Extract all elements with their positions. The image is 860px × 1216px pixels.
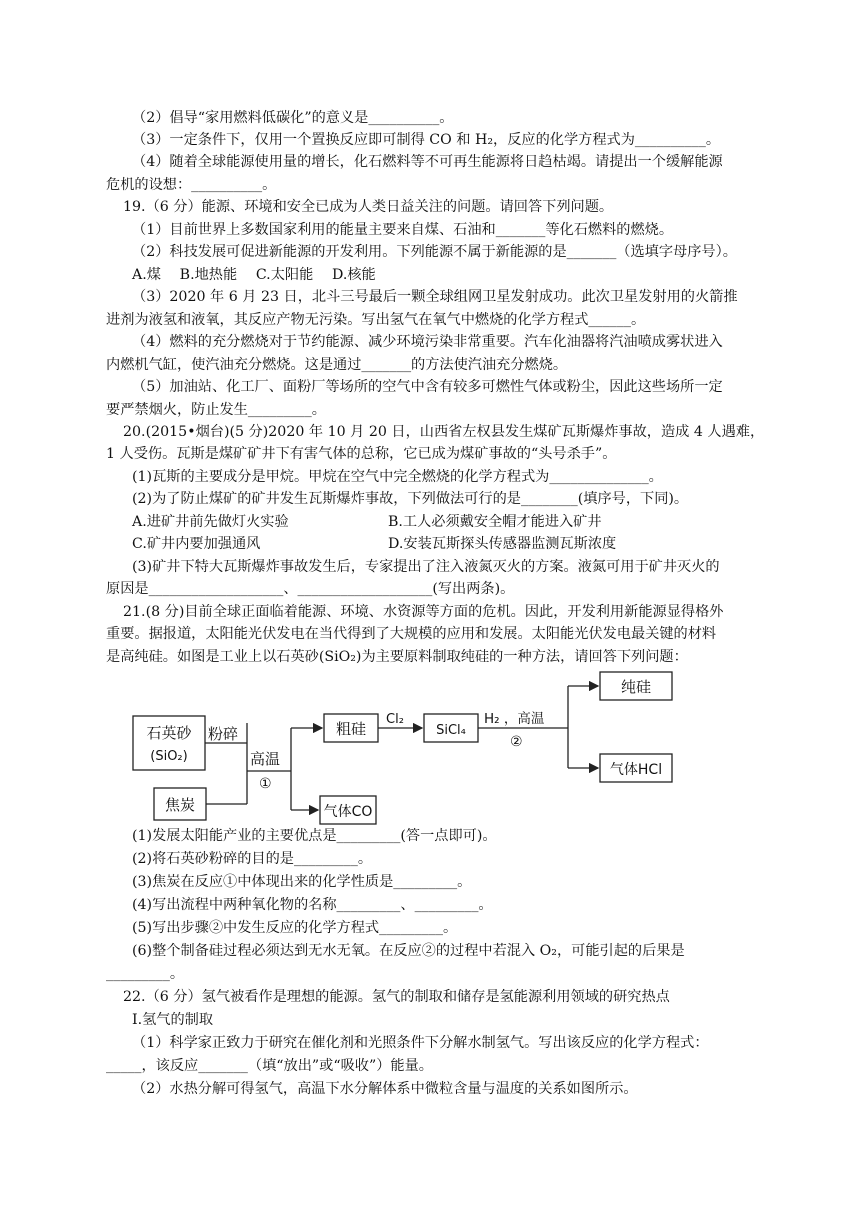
q19-part5-cont: 要严禁烟火，防止发生_________。	[106, 402, 326, 418]
q20-part1: (1)瓦斯的主要成分是甲烷。甲烷在空气中完全燃烧的化学方程式为______________。	[132, 469, 663, 485]
q18-part4: （4）随着全球能源使用量的增长，化石燃料等不可再生能源将日趋枯竭。请提出一个缓解能源	[132, 154, 723, 170]
q19-part2: （2）科技发展可促进新能源的开发利用。下列能源不属于新能源的是_______（选填字母序号）。	[132, 244, 737, 260]
coke-label: 焦炭	[164, 796, 196, 814]
q20-title: 20.(2015•烟台)(5 分)2020 年 10 月 20 日，山西省左权县发生煤矿瓦斯爆炸事故，造成 4 人遇难，	[123, 424, 765, 440]
q20-part3: (3)矿井下特大瓦斯爆炸事故发生后，专家提出了注入液氮灭火的方案。液氮可用于矿井灭火的	[132, 559, 720, 575]
silicon-process-diagram	[128, 668, 688, 838]
q22-part1: （1）科学家正致力于研究在催化剂和光照条件下分解水制氢气。写出该反应的化学方程式：	[132, 1035, 709, 1051]
q20-part3-cont: 原因是___________________、___________________(写出两条)。	[106, 581, 515, 597]
h2-high-temp-label: H₂ ，高温	[484, 711, 545, 727]
q19-part1: （1）目前世界上多数国家利用的能量主要来自煤、石油和_______等化石燃料的燃烧。	[132, 222, 674, 238]
q19-part4: （4）燃料的充分燃烧对于节约能源、减少环境污染非常重要。汽车化油器将汽油喷成雾状进入	[132, 334, 723, 350]
q22-part2: （2）水热分解可得氢气，高温下水分解体系中微粒含量与温度的关系如图所示。	[132, 1081, 638, 1097]
q21-part3: (3)焦炭在反应①中体现出来的化学性质是_________。	[132, 874, 472, 890]
q21-part4: (4)写出流程中两种氧化物的名称_________、_________。	[132, 897, 493, 913]
q21-part2: (2)将石英砂粉碎的目的是_________。	[132, 851, 373, 867]
q22-section-i: I.氢气的制取	[132, 1012, 214, 1028]
q21-title: 21.(8 分)目前全球正面临着能源、环境、水资源等方面的危机。因此，开发利用新能源显得格外	[123, 604, 724, 620]
q19-part4-cont: 内燃机气缸，使汽油充分燃烧。这是通过_______的方法使汽油充分燃烧。	[106, 357, 568, 373]
q21-part5: (5)写出步骤②中发生反应的化学方程式_________。	[132, 920, 458, 936]
pure-si-label: 纯硅	[620, 678, 652, 696]
q21-part1: (1)发展太阳能产业的主要优点是_________(答一点即可)。	[132, 828, 497, 844]
sicl4-label: SiCl₄	[436, 723, 466, 738]
q22-title: 22.（6 分）氢气被看作是理想的能源。氢气的制取和储存是氢能源利用领域的研究热点	[123, 989, 670, 1005]
quartz-label: 石英砂	[146, 724, 192, 742]
crude-si-label: 粗硅	[335, 720, 367, 738]
q20-options-cd: C.矿井内要加强通风 D.安装瓦斯探头传感器监测瓦斯浓度	[132, 536, 617, 552]
q20-options-ab: A.进矿井前先做灯火实验 B.工人必须戴安全帽才能进入矿井	[132, 514, 602, 530]
high-temp-label: 高温	[250, 750, 281, 768]
q18-part4-cont: 危机的设想：__________。	[106, 177, 277, 193]
quartz-formula: (SiO₂)	[150, 749, 188, 764]
q19-part5: （5）加油站、化工厂、面粉厂等场所的空气中含有较多可燃性气体或粉尘，因此这些场所一定	[132, 379, 723, 395]
q20-title-cont: 1 人受伤。瓦斯是煤矿矿井下有害气体的总称，它已成为煤矿事故的“头号杀手”。	[106, 446, 617, 462]
q19-title: 19.（6 分）能源、环境和安全已成为人类日益关注的问题。请回答下列问题。	[123, 199, 614, 215]
cl2-label: Cl₂	[386, 712, 404, 727]
q19-part3-cont: 进剂为液氢和液氧，其反应产物无污染。写出氢气在氧气中燃烧的化学方程式______。	[106, 312, 646, 328]
q21-title-cont1: 重要。据报道，太阳能光伏发电在当代得到了大规模的应用和发展。太阳能光伏发电最关键的材料	[106, 626, 717, 642]
q18-part3: （3）一定条件下，仅用一个置换反应即可制得 CO 和 H₂，反应的化学方程式为__________。	[132, 132, 721, 148]
q19-part3: （3）2020 年 6 月 23 日，北斗三号最后一颗全球组网卫星发射成功。此次卫星发射用的火箭推	[132, 289, 738, 305]
step2-marker: ②	[510, 734, 523, 750]
q22-part1-cont: _____，该反应_______（填“放出”或“吸收”）能量。	[106, 1058, 433, 1074]
q20-part2: (2)为了防止煤矿的矿井发生瓦斯爆炸事故，下列做法可行的是________(填序号，下同)。	[132, 491, 689, 507]
q18-part2: （2）倡导“家用燃料低碳化”的意义是__________。	[132, 110, 454, 126]
q19-options: A.煤 B.地热能 C.太阳能 D.核能	[132, 267, 376, 283]
q21-title-cont2: 是高纯硅。如图是工业上以石英砂(SiO₂)为主要原料制取纯硅的一种方法，请回答下列问题：	[106, 649, 688, 665]
gas-co-label: 气体CO	[323, 804, 373, 820]
crush-label: 粉碎	[208, 725, 239, 743]
gas-hcl-label: 气体HCl	[609, 762, 663, 778]
q21-part6-cont: _________。	[106, 966, 185, 982]
step1-marker: ①	[259, 776, 272, 792]
q21-part6: (6)整个制备硅过程必须达到无水无氧。在反应②的过程中若混入 O₂，可能引起的后果是	[132, 943, 685, 959]
